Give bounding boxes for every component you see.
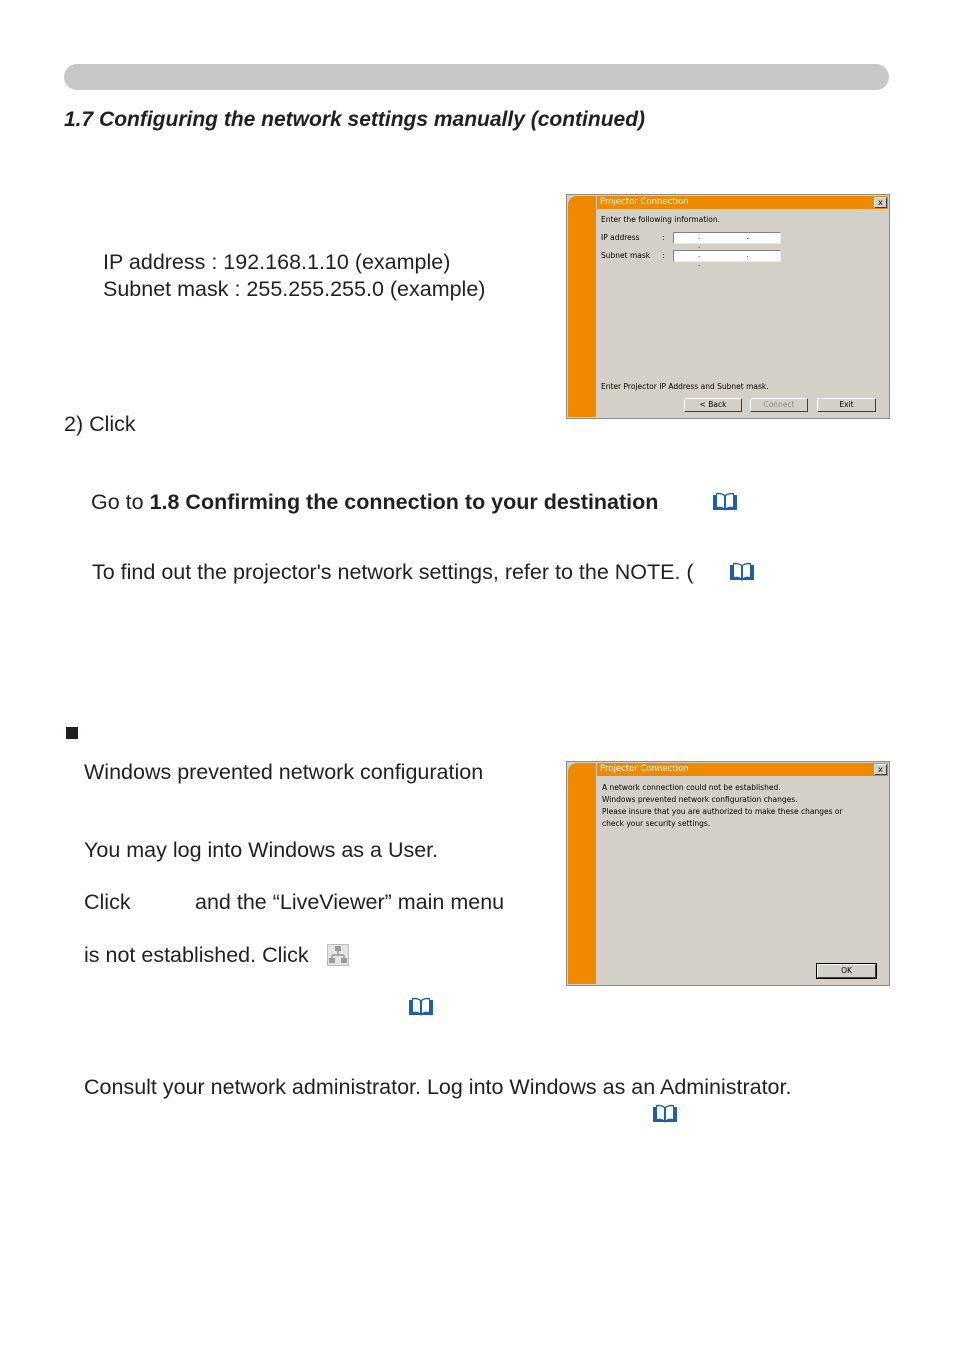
book-icon xyxy=(408,997,434,1022)
header-bar xyxy=(64,64,889,90)
connection-error-dialog xyxy=(566,761,890,986)
dialog-title: Projector Connection xyxy=(597,763,888,776)
click-rest: and the “LiveViewer” main menu xyxy=(195,890,505,914)
subnet-mask-input[interactable] xyxy=(673,250,781,268)
mask-example: Subnet mask : 255.255.255.0 (example) xyxy=(103,277,486,301)
ip-example: IP address : 192.168.1.10 (example) xyxy=(103,250,451,274)
back-button[interactable]: < Back xyxy=(684,398,742,412)
ip-colon: : xyxy=(662,233,665,242)
not-established-line: is not established. Click xyxy=(84,943,309,967)
network-icon xyxy=(327,944,349,971)
goto-line xyxy=(91,492,658,514)
dialog-side-band xyxy=(568,763,596,984)
goto-prefix: Go to xyxy=(91,490,150,514)
ip-address-value: . . . xyxy=(698,233,771,250)
trouble-cause: You may log into Windows as a User. xyxy=(84,838,439,862)
book-icon xyxy=(729,562,755,587)
error-line-3: Please insure that you are authorized to make these changes or xyxy=(602,807,843,816)
book-icon xyxy=(652,1104,678,1129)
remedy-line: Consult your network administrator. Log into Windows as an Administrator. xyxy=(84,1075,792,1099)
close-icon[interactable]: x xyxy=(874,764,887,775)
close-icon[interactable]: x xyxy=(874,197,887,208)
mask-colon: : xyxy=(662,251,665,260)
click-word: Click xyxy=(84,890,131,914)
exit-button[interactable]: Exit xyxy=(817,398,876,412)
ip-address-input[interactable] xyxy=(673,232,781,250)
connect-button[interactable]: Connect xyxy=(750,398,808,412)
section-title: 1.7 Configuring the network settings manually (continued) xyxy=(64,108,646,131)
projector-connection-dialog xyxy=(566,194,890,419)
dialog-title: Projector Connection xyxy=(597,196,888,209)
error-line-4: check your security settings. xyxy=(602,819,711,828)
error-line-2: Windows prevented network configuration changes. xyxy=(602,795,798,804)
step-2: 2) Click xyxy=(64,412,136,436)
trouble-heading: Windows prevented network configuration xyxy=(84,760,484,784)
find-out-line: To find out the projector's network settings, refer to the NOTE. ( xyxy=(92,560,694,584)
bullet-square xyxy=(66,727,78,739)
error-line-1: A network connection could not be established. xyxy=(602,783,781,792)
subnet-mask-value: . . . xyxy=(698,251,771,268)
book-icon xyxy=(712,492,738,517)
goto-link-text: 1.8 Confirming the connection to your destination xyxy=(149,490,659,514)
dialog-side-band xyxy=(568,196,596,417)
ip-address-label: IP address xyxy=(601,233,640,242)
ok-button[interactable]: OK xyxy=(817,964,876,978)
dialog-prompt: Enter the following information. xyxy=(601,215,720,224)
subnet-mask-label: Subnet mask xyxy=(601,251,651,260)
dialog-status: Enter Projector IP Address and Subnet mask. xyxy=(601,382,769,391)
